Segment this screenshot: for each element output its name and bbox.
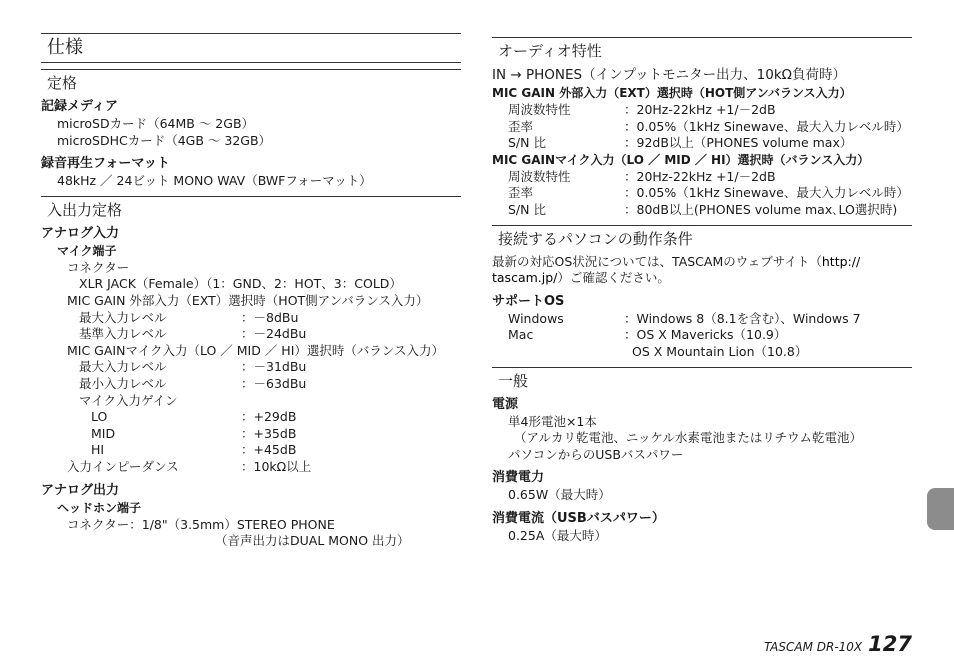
spec-row [492,169,912,186]
spec-key: 歪率 [508,118,534,134]
spec-value: ：+35dB [241,425,297,441]
spec-key: 最小入力レベル [79,375,167,391]
spec-key: 最大入力レベル [79,359,167,375]
spec-key: 入力インピーダンス [67,458,179,474]
spec-key: S/N 比 [508,135,546,151]
spec-row [41,326,461,343]
os-value: ：OS X Mavericks（10.9） [624,327,787,343]
current-value: 0.25A（最大時） [508,527,607,543]
spec-key: 基準入力レベル [79,326,167,342]
audio-ext-title: MIC GAIN 外部入力（EXT）選択時（HOT側アンバランス入力） [492,86,852,100]
os-key: Mac [508,327,534,343]
os-row [492,327,912,344]
connector-label: コネクター [67,259,130,275]
spec-key: S/N 比 [508,201,546,217]
spec-row [492,119,912,136]
footer-brand: TASCAM DR-10X [763,640,863,654]
mic-input-title: MIC GAINマイク入力（LO ／ MID ／ HI）選択時（バランス入力） [67,342,445,358]
spec-value: ：0.05%（1kHz Sinewave、最大入力レベル時） [624,185,909,201]
spec-row [492,185,912,202]
spec-key: 最大入力レベル [79,309,167,325]
spec-key: 周波数特性 [508,168,571,184]
spec-value: ：20Hz-22kHz +1/－2dB [624,102,776,117]
spec-row [41,310,461,327]
spec-row [492,202,912,219]
ext-input-title: MIC GAIN 外部入力（EXT）選択時（HOT側アンバランス入力） [67,292,429,308]
power-line: 単4形電池×1本 [508,413,597,429]
rec-media-line: microSDカード（64MB ～ 2GB） [57,116,255,131]
pc-requirements-title: 接続するパソコンの動作条件 [492,225,912,250]
spec-key: 周波数特性 [508,102,571,117]
spec-value: ：－63dBu [241,375,307,391]
power-line: （アルカリ乾電池、ニッケル水素電池またはリチウム乾電池） [514,430,863,446]
spec-value: ：80dB以上(PHONES volume max､LO選択時) [624,201,898,217]
section-rating-title: 定格 [41,69,461,94]
general-title: 一般 [492,367,912,392]
right-column [492,33,912,545]
spec-row [492,135,912,152]
spec-value: ：－8dBu [241,309,299,325]
hp-note: （音声出力はDUAL MONO 出力） [215,533,410,549]
page-footer [764,632,912,656]
spec-key: 歪率 [508,185,534,201]
spec-value: ：－24dBu [241,326,307,342]
rec-format-line: 48kHz ／ 24ビット MONO WAV（BWFフォーマット） [57,173,372,189]
rec-media-line: microSDHCカード（4GB ～ 32GB） [57,132,272,148]
section-index-tab [927,488,954,530]
consumption-title: 消費電力 [492,470,545,486]
spec-value: ：+29dB [241,409,297,425]
page-number: 127 [868,632,912,656]
pc-description [492,254,912,271]
spec-value: ：－31dBu [241,359,307,375]
pc-desc-text: 最新の対応OS状況については、TASCAMのウェブサイト（ [492,253,822,269]
pc-description-cont [492,270,912,287]
spec-row [41,442,461,459]
rec-media-title: 記録メディア [41,99,118,114]
spec-value: ：20Hz-22kHz +1/－2dB [624,168,776,184]
spec-value: ：+45dB [241,442,297,458]
page-title: 仕様 [41,33,461,63]
pc-desc-text: ）ご確認ください。 [557,270,670,286]
connector-value: XLR JACK（Female）（1：GND、2：HOT、3：COLD） [79,276,402,292]
spec-value: ：10kΩ以上 [241,458,312,474]
tascam-link[interactable]: http:// [821,253,861,269]
spec-key: MID [91,425,116,441]
spec-key: LO [91,409,108,425]
mic-gain-label: マイク入力ゲイン [79,392,178,408]
analog-in-title: アナログ入力 [41,225,120,241]
audio-mic-title: MIC GAINマイク入力（LO ／ MID ／ HI）選択時（バランス入力） [492,152,870,167]
power-title: 電源 [492,396,519,412]
spec-row [41,459,461,476]
mic-terminal-title: マイク端子 [57,243,117,258]
support-os-title: サポートOS [492,293,565,309]
left-column [41,33,461,550]
spec-row [492,102,912,119]
tascam-link-cont[interactable]: tascam.jp/ [492,270,558,286]
consumption-value: 0.65W（最大時） [508,487,611,503]
spec-row [41,359,461,376]
current-title: 消費電流（USBバスパワー） [492,510,665,526]
power-line: パソコンからのUSBバスパワー [508,446,684,462]
os-value: ：Windows 8（8.1を含む）、Windows 7 [624,310,861,326]
spec-row [41,409,461,426]
spec-value: ：92dB以上（PHONES volume max） [624,135,853,151]
analog-out-title: アナログ出力 [41,482,120,498]
spec-row [41,426,461,443]
os-row [492,311,912,328]
hp-terminal-title: ヘッドホン端子 [57,500,142,515]
hp-connector: コネクター：1/8"（3.5mm）STEREO PHONE [67,516,335,532]
spec-row [41,376,461,393]
audio-subtitle: IN → PHONES（インプットモニター出力、10kΩ負荷時） [492,67,846,83]
rec-format-title: 録音再生フォーマット [41,156,170,172]
spec-key: HI [91,442,105,458]
section-io-title: 入出力定格 [41,196,461,221]
os-extra: OS X Mountain Lion（10.8） [632,343,808,359]
audio-title: オーディオ特性 [492,37,912,62]
os-key: Windows [508,310,564,326]
spec-value: ：0.05%（1kHz Sinewave、最大入力レベル時） [624,118,909,134]
